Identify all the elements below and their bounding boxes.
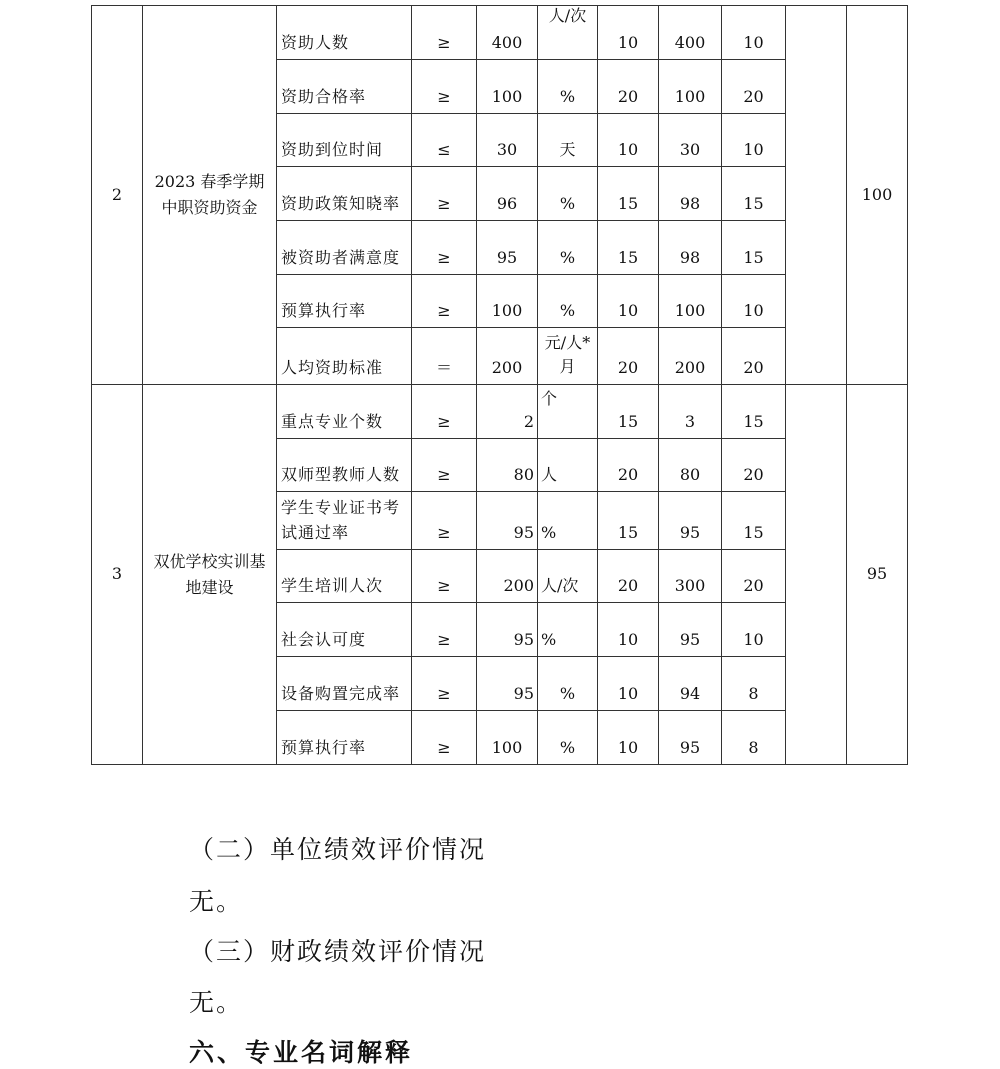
actual-value: 100: [659, 275, 722, 328]
indicator-name: 社会认可度: [277, 603, 412, 657]
unit: %: [538, 492, 598, 550]
weight: 10: [598, 603, 659, 657]
target-value: 95: [477, 221, 538, 275]
comparison-operator: ≥: [412, 6, 477, 60]
points: 15: [722, 167, 786, 221]
unit: 人: [538, 439, 598, 492]
performance-table: [91, 5, 908, 765]
unit: 个: [538, 385, 598, 439]
weight: 20: [598, 439, 659, 492]
weight: 15: [598, 167, 659, 221]
indicator-name: 学生培训人次: [277, 550, 412, 603]
body-text-none: 无。: [189, 988, 244, 1017]
comparison-operator: ≥: [412, 275, 477, 328]
body-text-none: 无。: [189, 887, 244, 916]
target-value: 95: [477, 603, 538, 657]
section-heading-unit-evaluation: （二）单位绩效评价情况: [189, 835, 487, 864]
points: 10: [722, 6, 786, 60]
points: 20: [722, 328, 786, 385]
row-number: 3: [92, 385, 143, 765]
points: 20: [722, 439, 786, 492]
actual-value: 95: [659, 603, 722, 657]
weight: 10: [598, 657, 659, 711]
unit: %: [538, 275, 598, 328]
actual-value: 98: [659, 221, 722, 275]
points: 15: [722, 492, 786, 550]
comparison-operator: ≥: [412, 603, 477, 657]
points: 8: [722, 657, 786, 711]
indicator-name: 资助到位时间: [277, 114, 412, 167]
unit: %: [538, 167, 598, 221]
points: 15: [722, 221, 786, 275]
indicator-name: 重点专业个数: [277, 385, 412, 439]
actual-value: 300: [659, 550, 722, 603]
indicator-name: 资助人数: [277, 6, 412, 60]
actual-value: 100: [659, 60, 722, 114]
actual-value: 400: [659, 6, 722, 60]
comparison-operator: ≥: [412, 221, 477, 275]
project-name-line: 2023 春季学期: [154, 172, 265, 192]
table-row: [92, 385, 908, 439]
comparison-operator: ≥: [412, 711, 477, 765]
weight: 20: [598, 328, 659, 385]
indicator-name: 双师型教师人数: [277, 439, 412, 492]
unit: 人/次: [538, 6, 598, 60]
target-value: 30: [477, 114, 538, 167]
target-value: 95: [477, 657, 538, 711]
project-name-cell: [143, 385, 277, 765]
comparison-operator: ≥: [412, 550, 477, 603]
unit: %: [538, 221, 598, 275]
actual-value: 80: [659, 439, 722, 492]
target-value: 200: [477, 328, 538, 385]
unit: 人/次: [538, 550, 598, 603]
weight: 15: [598, 221, 659, 275]
points: 20: [722, 60, 786, 114]
weight: 20: [598, 60, 659, 114]
weight: 10: [598, 275, 659, 328]
comparison-operator: ≥: [412, 385, 477, 439]
points: 10: [722, 603, 786, 657]
comparison-operator: ≤: [412, 114, 477, 167]
points: 10: [722, 275, 786, 328]
target-value: 100: [477, 60, 538, 114]
total-score: 95: [847, 385, 908, 765]
project-name-line: 中职资助资金: [161, 198, 258, 217]
weight: 10: [598, 6, 659, 60]
indicator-name: 人均资助标准: [277, 328, 412, 385]
comparison-operator: ≥: [412, 167, 477, 221]
indicator-name: 被资助者满意度: [277, 221, 412, 275]
project-name-line: 双优学校实训基: [153, 551, 266, 571]
table-row: [92, 6, 908, 60]
project-name-line: 地建设: [185, 577, 234, 597]
target-value: 96: [477, 167, 538, 221]
actual-value: 3: [659, 385, 722, 439]
indicator-name: 学生专业证书考试通过率: [277, 492, 412, 550]
blank-cell: [786, 385, 847, 765]
comparison-operator: ≥: [412, 60, 477, 114]
points: 15: [722, 385, 786, 439]
weight: 15: [598, 492, 659, 550]
project-name-cell: [143, 6, 277, 385]
actual-value: 98: [659, 167, 722, 221]
unit: %: [538, 603, 598, 657]
section-heading-finance-evaluation: （三）财政绩效评价情况: [189, 937, 487, 966]
unit: %: [538, 711, 598, 765]
actual-value: 95: [659, 492, 722, 550]
target-value: 200: [477, 550, 538, 603]
blank-cell: [786, 6, 847, 385]
unit: 天: [538, 114, 598, 167]
points: 10: [722, 114, 786, 167]
comparison-operator: ≥: [412, 657, 477, 711]
target-value: 100: [477, 711, 538, 765]
actual-value: 30: [659, 114, 722, 167]
indicator-name: 预算执行率: [277, 711, 412, 765]
weight: 15: [598, 385, 659, 439]
points: 8: [722, 711, 786, 765]
actual-value: 94: [659, 657, 722, 711]
target-value: 400: [477, 6, 538, 60]
section-heading-glossary: 六、专业名词解释: [189, 1038, 414, 1067]
unit: %: [538, 60, 598, 114]
target-value: 100: [477, 275, 538, 328]
unit: %: [538, 657, 598, 711]
target-value: 2: [477, 385, 538, 439]
actual-value: 200: [659, 328, 722, 385]
target-value: 95: [477, 492, 538, 550]
target-value: 80: [477, 439, 538, 492]
comparison-operator: ≥: [412, 439, 477, 492]
points: 20: [722, 550, 786, 603]
indicator-name: 设备购置完成率: [277, 657, 412, 711]
row-number: 2: [92, 6, 143, 385]
total-score: 100: [847, 6, 908, 385]
indicator-name: 资助合格率: [277, 60, 412, 114]
indicator-name: 预算执行率: [277, 275, 412, 328]
weight: 20: [598, 550, 659, 603]
weight: 10: [598, 114, 659, 167]
comparison-operator: ＝: [412, 328, 477, 385]
comparison-operator: ≥: [412, 492, 477, 550]
weight: 10: [598, 711, 659, 765]
indicator-name: 资助政策知晓率: [277, 167, 412, 221]
unit: 元/人*月: [538, 328, 598, 385]
actual-value: 95: [659, 711, 722, 765]
